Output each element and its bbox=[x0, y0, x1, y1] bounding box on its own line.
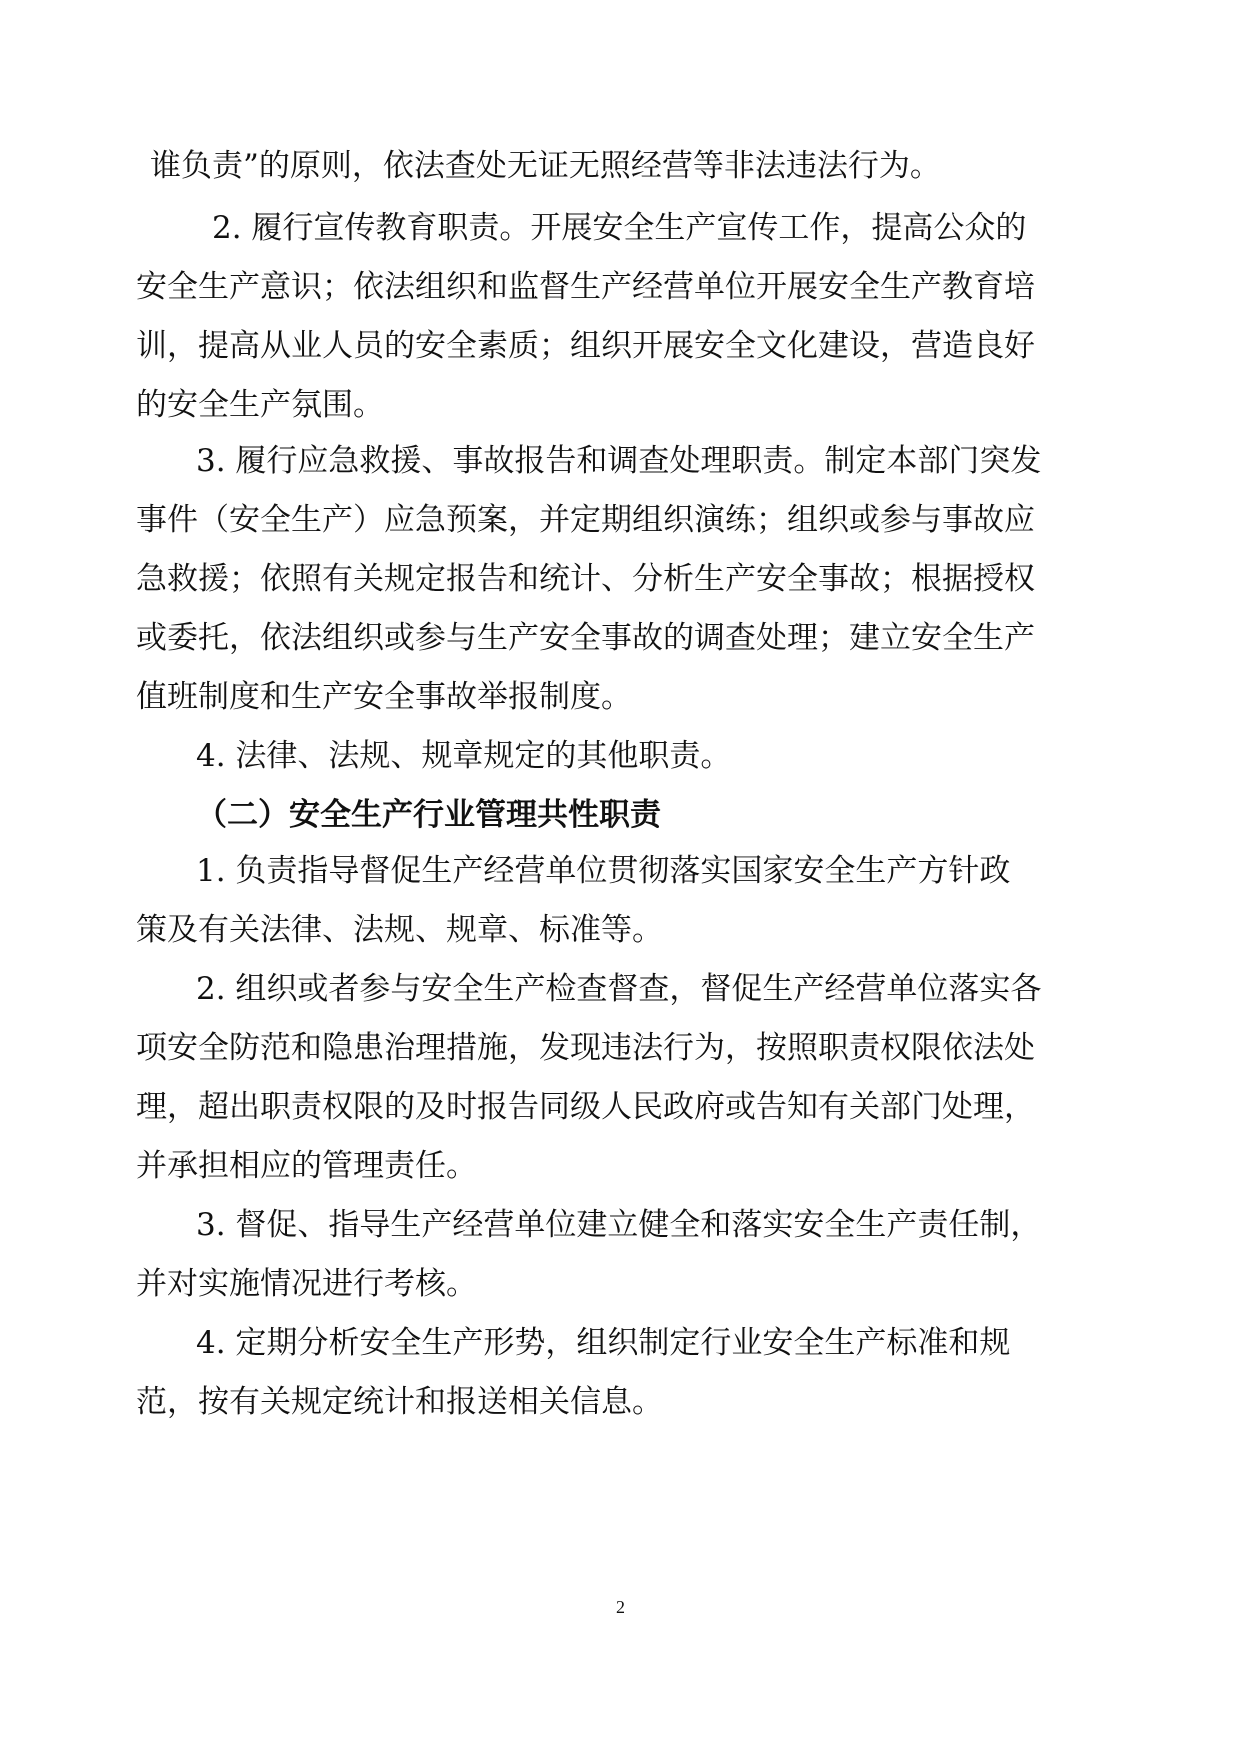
page-number: 2 bbox=[616, 1597, 625, 1617]
text-line: 并承担相应的管理责任。 bbox=[136, 1148, 477, 1184]
text-line: 1. 负责指导督促生产经营单位贯彻落实国家安全生产方针政 bbox=[196, 853, 1011, 889]
text-line: 谁负责”的原则，依法查处无证无照经营等非法违法行为。 bbox=[150, 148, 941, 184]
text-line: 或委托，依法组织或参与生产安全事故的调查处理；建立安全生产 bbox=[136, 620, 1035, 656]
text-line: 策及有关法律、法规、规章、标准等。 bbox=[136, 912, 663, 948]
section-heading: （二）安全生产行业管理共性职责 bbox=[196, 797, 661, 833]
text-line: 并对实施情况进行考核。 bbox=[136, 1266, 477, 1302]
text-line: 3. 履行应急救援、事故报告和调查处理职责。制定本部门突发 bbox=[196, 443, 1042, 479]
text-line: 3. 督促、指导生产经营单位建立健全和落实安全生产责任制， bbox=[196, 1207, 1042, 1243]
text-line: 范，按有关规定统计和报送相关信息。 bbox=[136, 1384, 663, 1420]
text-line: 安全生产意识；依法组织和监督生产经营单位开展安全生产教育培 bbox=[136, 269, 1035, 305]
text-line: 4. 法律、法规、规章规定的其他职责。 bbox=[196, 738, 732, 774]
text-line: 4. 定期分析安全生产形势，组织制定行业安全生产标准和规 bbox=[196, 1325, 1011, 1361]
text-line: 2. 履行宣传教育职责。开展安全生产宣传工作，提高公众的 bbox=[212, 210, 1027, 246]
text-line: 理，超出职责权限的及时报告同级人民政府或告知有关部门处理， bbox=[136, 1089, 1035, 1125]
text-line: 值班制度和生产安全事故举报制度。 bbox=[136, 679, 632, 715]
text-line: 事件（安全生产）应急预案，并定期组织演练；组织或参与事故应 bbox=[136, 502, 1035, 538]
text-line: 2. 组织或者参与安全生产检查督查，督促生产经营单位落实各 bbox=[196, 971, 1042, 1007]
text-line: 训，提高从业人员的安全素质；组织开展安全文化建设，营造良好 bbox=[136, 328, 1035, 364]
text-line: 的安全生产氛围。 bbox=[136, 387, 384, 423]
text-line: 急救援；依照有关规定报告和统计、分析生产安全事故；根据授权 bbox=[136, 561, 1035, 597]
text-line: 项安全防范和隐患治理措施，发现违法行为，按照职责权限依法处 bbox=[136, 1030, 1035, 1066]
